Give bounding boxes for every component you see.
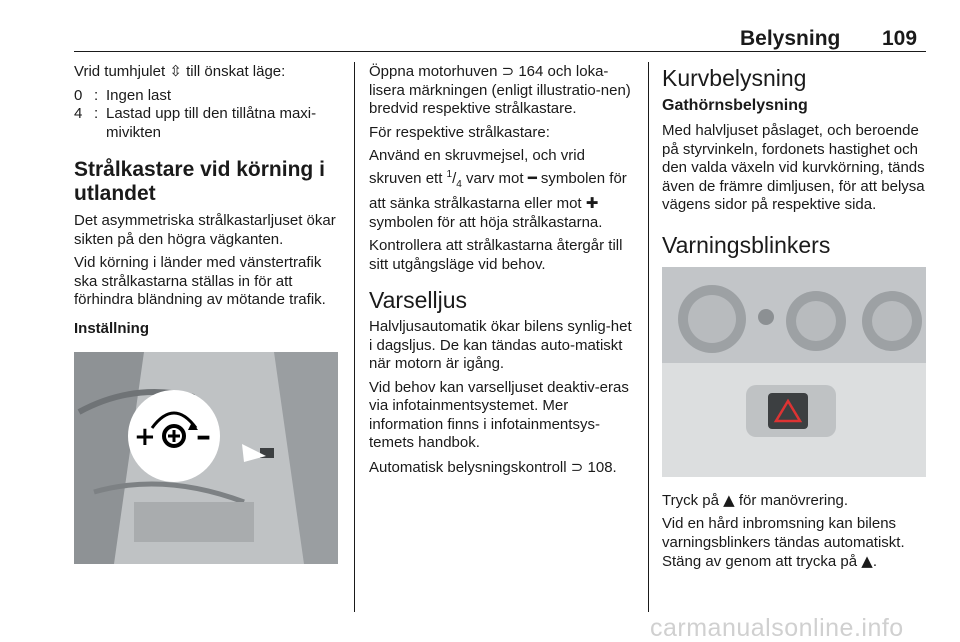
column-divider <box>648 62 649 612</box>
intro-text: Vrid tumhjulet ⇳ till önskat läge: <box>74 62 286 80</box>
watermark-footer <box>0 614 960 642</box>
page-ref-icon: ⊃ <box>501 62 515 80</box>
paragraph: Med halvljuset påslaget, och beroende på styrvinkeln, fordonets hastighet och den valda växeln vid kurvkörning, tänds även de främre dimljusen, för att belysa vägens sidor på respektive sida. <box>662 122 925 213</box>
headlamp-figure <box>74 352 338 564</box>
list-item: 0 : Ingen last <box>74 86 172 104</box>
list-item: 4 : Lastad upp till den tillåtna maxi-mivikten <box>74 105 317 141</box>
column-divider <box>354 62 355 612</box>
svg-text:+: + <box>134 422 156 452</box>
section-title: Belysning <box>740 27 841 50</box>
hazard-triangle-icon: ▲ <box>723 490 735 509</box>
paragraph: Vid körning i länder med vänstertrafik ska strålkastarna ställas in för att förhindra bländning av mötande trafik. <box>74 254 326 308</box>
header-divider <box>74 51 926 52</box>
paragraph: Det asymmetriska strålkastarljuset ökar sikten på den högra vägkanten. <box>74 212 336 248</box>
subheading: Inställning <box>74 319 149 337</box>
paragraph: Använd en skruvmejsel, och vrid skruven ett $^1/_4$ varv mot ━ symbolen för att sänka strålkastarna eller mot ✚ symbolen för att höja strålkastarna. <box>369 147 627 231</box>
page-header <box>0 0 960 52</box>
svg-text:–: – <box>196 419 211 454</box>
paragraph: Vid behov kan varselljuset deaktiv-eras via infotainmentsystemet. Mer information finns i infotainmentsys-temets handbok. <box>369 378 629 451</box>
paragraph: För respektive strålkastare: <box>369 123 550 141</box>
paragraph: Vid en hård inbromsning kan bilens varningsblinkers tändas automatiskt. Stäng av genom att trycka på ▲. <box>662 515 905 570</box>
paragraph: Öppna motorhuven ⊃ 164 och loka-lisera märkningen (enligt illustratio-nen) bredvid respektive strålkastare. <box>369 62 631 117</box>
page-ref-icon: ⊃ <box>570 457 584 476</box>
section-heading: Kurvbelysning <box>662 65 807 91</box>
column-1 <box>74 62 340 564</box>
headlamp-adjust-screw-icon <box>74 352 338 564</box>
subheading: Gathörnsbelysning <box>662 97 808 114</box>
hazard-switch-figure <box>662 267 926 477</box>
paragraph: Automatisk belysningskontroll ⊃ 108. <box>369 457 617 476</box>
hazard-switch-panel-icon <box>662 267 926 477</box>
column-2 <box>369 62 633 482</box>
section-heading: Varselljus <box>369 287 467 313</box>
thumbwheel-icon: ⇳ <box>169 62 182 80</box>
column-3 <box>662 62 928 577</box>
page-number: 109 <box>882 27 918 50</box>
paragraph: Halvljusautomatik ökar bilens synlig-het i dagsljus. De kan tändas auto-matiskt när motorn är igång. <box>369 318 632 372</box>
section-heading: Strålkastare vid körning i utlandet <box>74 158 325 205</box>
paragraph: Kontrollera att strålkastarna återgår till sitt utgångsläge vid behov. <box>369 237 623 273</box>
section-heading: Varningsblinkers <box>662 231 831 258</box>
hazard-triangle-icon: ▲ <box>861 552 873 570</box>
plus-symbol-icon: ✚ <box>585 194 599 212</box>
paragraph: Tryck på ▲ för manövrering. <box>662 490 849 509</box>
watermark-text: carmanualsonline.info <box>650 614 904 642</box>
minus-symbol-icon: ━ <box>527 168 537 187</box>
